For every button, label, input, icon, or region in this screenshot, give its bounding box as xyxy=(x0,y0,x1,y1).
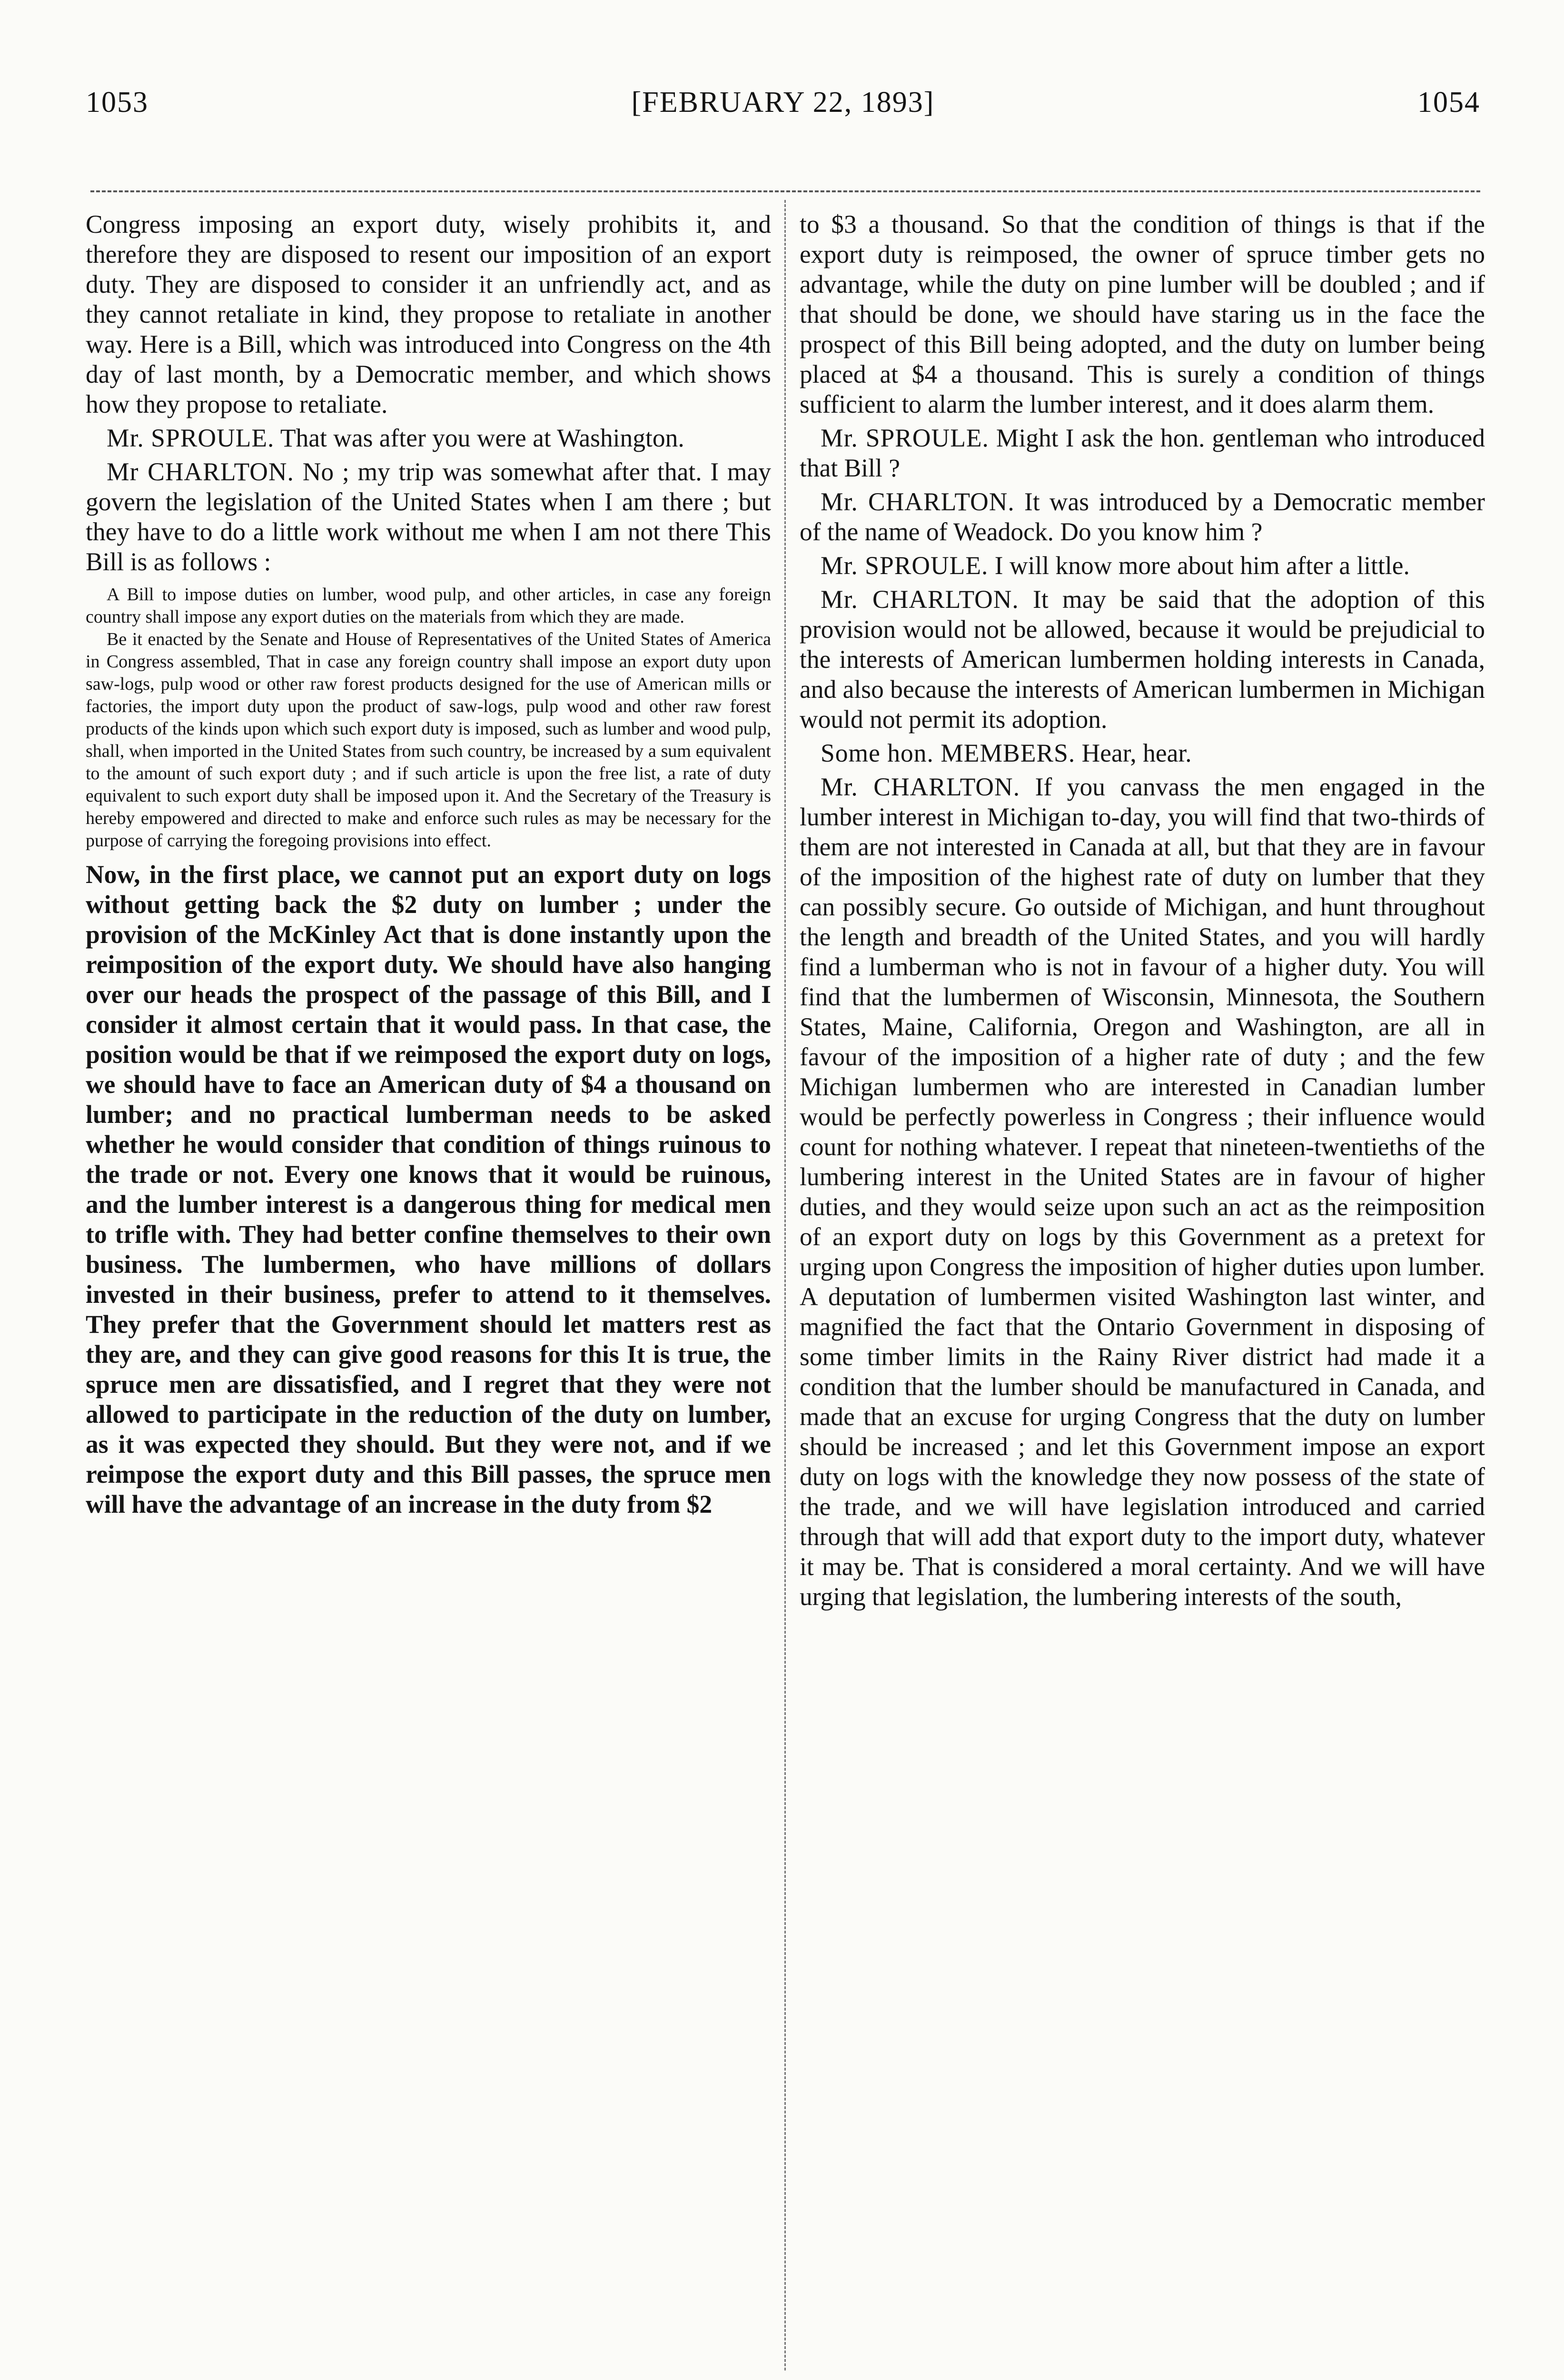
page-header xyxy=(86,86,1480,138)
bill-title: A Bill to impose duties on lumber, wood pulp, and other articles, in case any foreign country shall impose any export duties on the materials from which they are made. xyxy=(86,585,771,627)
speech-paragraph xyxy=(800,551,1485,581)
paragraph: to $3 a thousand. So that the condition of things is that if the export duty is reimposed, the owner of spruce timber gets no advantage, while the duty on pine lumber will be doubled ; and if that should be done, we should have staring us in the face the prospect of this Bill being adopted, and the duty on lumber being placed at $4 a thousand. This is surely a condition of things sufficient to alarm the lumber interest, and it does alarm them. xyxy=(800,210,1485,418)
speech-paragraph xyxy=(800,487,1485,547)
bill-body: Be it enacted by the Senate and House of Representatives of the United States of America in Congress assembled, That in case any foreign country shall impose an export duty upon saw-logs, pulp wood or other raw forest products designed for the use of American mills or factories, the import duty upon the product of saw-logs, pulp wood and other raw forest products of the kinds upon which such export duty is imposed, such as lumber and wood pulp, shall, when imported in the United States from such country, be increased by a sum equivalent to the amount of such export duty ; and if such article is upon the free list, a rate of duty equivalent to such export duty shall be imposed upon it. And the Secretary of the Treasury is hereby empowered and directed to make and enforce such rules as may be necessary for the purpose of carrying the foregoing provisions into effect. xyxy=(86,629,771,851)
right-column xyxy=(800,209,1485,1612)
page-date: [FEBRUARY 22, 1893] xyxy=(631,86,935,119)
left-column xyxy=(86,209,771,1519)
bill-text xyxy=(86,584,771,852)
speaker-name: Some hon. MEMBERS. xyxy=(821,739,1076,767)
speech-text: That was after you were at Washington. xyxy=(280,424,684,452)
left-page-number: 1053 xyxy=(86,86,148,119)
speaker-name: Mr. CHARLTON. xyxy=(821,585,1019,614)
speaker-name: Mr. CHARLTON. xyxy=(821,773,1020,801)
paragraph: Now, in the first place, we cannot put an export duty on logs without getting back the $2 duty on lumber ; under the provision of the McKinley Act that is done instantly upon the reimposition of the export duty. We should have also hanging over our heads the prospect of the passage of this Bill, and I consider it almost certain that it would pass. In that case, the position would be that if we reimposed the export duty on logs, we should have to face an American duty of $4 a thousand on lumber; and no practical lumberman needs to be asked whether he would consider that condition of things ruinous to the trade or not. Every one knows that it would be ruinous, and the lumber interest is a dangerous thing for medical men to trifle with. They had better confine themselves to their own business. The lumbermen, who have millions of dollars invested in their business, prefer to attend to it themselves. They prefer that the Government should let matters rest as they are, and they can give good reasons for this It is true, the spruce men are dissatisfied, and I regret that they were not allowed to participate in the reduction of the duty on lumber, as it was expected they should. But they were not, and if we reimpose the export duty and this Bill passes, the spruce men will have the advantage of an increase in the duty from $2 xyxy=(86,860,771,1518)
column-divider xyxy=(784,200,786,2370)
speaker-name: Mr CHARLTON. xyxy=(107,457,294,486)
speech-paragraph xyxy=(86,457,771,577)
speech-paragraph xyxy=(800,772,1485,1612)
speaker-name: Mr. CHARLTON. xyxy=(821,487,1015,516)
paragraph: Congress imposing an export duty, wisely prohibits it, and therefore they are disposed to resent our imposition of an export duty. They are disposed to consider it an unfriendly act, and as they cannot retaliate in kind, they propose to retaliate in another way. Here is a Bill, which was introduced into Congress on the 4th day of last month, by a Democratic member, and which shows how they propose to retaliate. xyxy=(86,210,771,418)
speech-text: It may be said that the adoption of this provision would not be allowed, because it would be prejudicial to the interests of American lumbermen holding interests in Canada, and also because the interests of American lumbermen in Michigan would not permit its adoption. xyxy=(800,585,1485,734)
speaker-name: Mr. SPROULE. xyxy=(107,424,275,452)
speech-text: Hear, hear. xyxy=(1081,739,1192,767)
speaker-name: Mr. SPROULE. xyxy=(821,551,989,580)
speech-paragraph xyxy=(800,585,1485,734)
speech-paragraph xyxy=(86,423,771,453)
speaker-name: Mr. SPROULE. xyxy=(821,424,989,452)
speech-text: If you canvass the men engaged in the lumber interest in Michigan to-day, you will find that two-thirds of them are not interested in Canada at all, but that they are in favour of the imposition of the highest rate of duty on lumber that they can possibly secure. Go outside of Michigan, and hunt throughout the length and breadth of the United States, and you will hardly find a lumberman who is not in favour of a higher duty. You will find that the lumbermen of Wisconsin, Minnesota, the Southern States, Maine, California, Oregon and Washington, are all in favour of the imposition of a higher rate of duty ; and the few Michigan lumbermen who are interested in Canadian lumber would be perfectly powerless in Congress ; their influence would count for nothing whatever. I repeat that nineteen-twentieths of the lumbering interest in the United States are in favour of higher duties, and they would seize upon such an act as the reimposition of an export duty on logs by this Government as a pretext for urging upon Congress the imposition of higher duties upon lumber. A deputation of lumbermen visited Washington last winter, and magnified the fact that the Ontario Government in disposing of some timber limits in the Rainy River district had made it a condition that the lumber should be manufactured in Canada, and made that an excuse for urging Congress that the duty on lumber should be increased ; and let this Government impose an export duty on logs with the knowledge they now possess of the state of the trade, and we will have legislation introduced and carried through that will add that export duty to the import duty, whatever it may be. That is considered a moral certainty. And we will have urging that legislation, the lumbering interests of the south, xyxy=(800,773,1485,1611)
speech-text: I will know more about him after a little. xyxy=(994,551,1410,580)
header-rule xyxy=(90,190,1480,192)
speech-text: No ; my trip was somewhat after that. I may govern the legislation of the United States when I am there ; but they have to do a little work without me when I am not there This Bill is as follows : xyxy=(86,457,772,576)
right-page-number: 1054 xyxy=(1417,86,1480,119)
speech-paragraph xyxy=(800,423,1485,483)
speech-text: Might I ask the hon. gentleman who introduced that Bill ? xyxy=(800,424,1485,482)
speech-text: It was introduced by a Democratic member of the name of Weadock. Do you know him ? xyxy=(800,487,1485,546)
speech-paragraph xyxy=(800,738,1485,768)
